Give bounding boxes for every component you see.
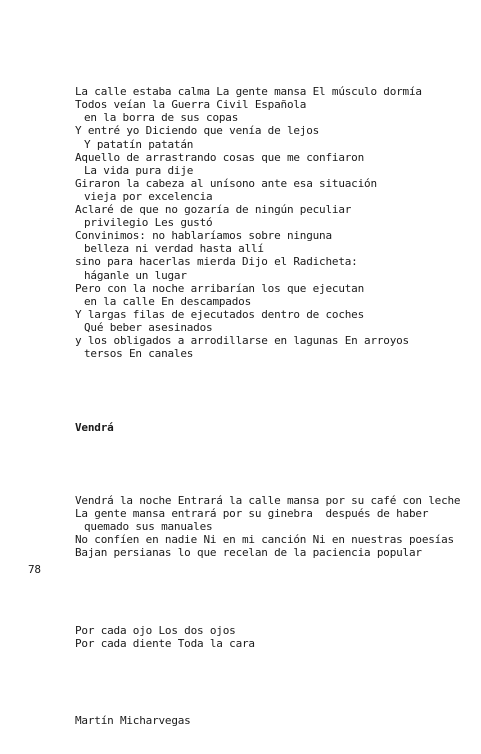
poem-line: Y entré yo Diciendo que venía de lejos bbox=[75, 124, 320, 138]
stanza-1 bbox=[75, 85, 475, 360]
stanza-2 bbox=[75, 494, 475, 559]
poem-line: en la borra de sus copas bbox=[84, 111, 239, 125]
poem-line: vieja por excelencia bbox=[84, 189, 213, 203]
poem-line: La gente mansa entrará por su ginebra después de haber bbox=[75, 507, 429, 521]
poem-line: Por cada diente Toda la cara bbox=[75, 636, 255, 650]
poem-line: Pero con la noche arribarían los que ejecutan bbox=[75, 281, 365, 295]
poem-line: Y patatín patatán bbox=[84, 137, 194, 151]
poem-line: Vendrá la noche Entrará la calle mansa por su café con leche bbox=[75, 494, 461, 507]
stanza-gap bbox=[75, 586, 475, 598]
poem-line: La calle estaba calma La gente mansa El músculo dormía bbox=[75, 85, 422, 99]
stanza-gap bbox=[75, 386, 475, 394]
poem-line: y los obligados a arrodillarse en lagunas En arroyos bbox=[75, 333, 409, 347]
poem-line: háganle un lugar bbox=[84, 268, 187, 282]
poem-line: Bajan persianas lo que recelan de la paciencia popular bbox=[75, 546, 422, 560]
poem-line: Aclaré de que no gozaría de ningún peculiar bbox=[75, 203, 352, 217]
poem-line: La vida pura dije bbox=[84, 163, 194, 177]
poem-title: Vendrá bbox=[75, 420, 114, 434]
poem-line: quemado sus manuales bbox=[84, 520, 213, 534]
poem-line: Qué beber asesinados bbox=[84, 320, 213, 334]
poem-line: No confíen en nadie Ni en mi canción Ni en nuestras poesías bbox=[75, 533, 454, 547]
page-number: 78 bbox=[28, 563, 41, 576]
poem-line: Convinimos: no hablaríamos sobre ninguna bbox=[75, 229, 332, 243]
poem-line: Por cada ojo Los dos ojos bbox=[75, 623, 236, 637]
stanza-gap bbox=[75, 676, 475, 688]
poem-line: Aquello de arrastrando cosas que me confiaron bbox=[75, 150, 365, 164]
poem-line: tersos En canales bbox=[84, 347, 194, 361]
poem-line: Todos veían la Guerra Civil Española bbox=[75, 98, 307, 112]
poem-line: en la calle En descampados bbox=[84, 294, 251, 308]
author-name: Martín Micharvegas bbox=[75, 714, 191, 728]
poem-line: privilegio Les gustó bbox=[84, 216, 213, 230]
poem-line: Y largas filas de ejecutados dentro de coches bbox=[75, 307, 365, 321]
stanza-gap bbox=[75, 460, 475, 468]
poem-line: Giraron la cabeza al unísono ante esa situación bbox=[75, 176, 377, 190]
poem-line: belleza ni verdad hasta allí bbox=[84, 242, 264, 256]
poem-line: sino para hacerlas mierda Dijo el Radicheta: bbox=[75, 255, 358, 269]
stanza-3 bbox=[75, 624, 475, 650]
poem-text bbox=[75, 59, 475, 754]
